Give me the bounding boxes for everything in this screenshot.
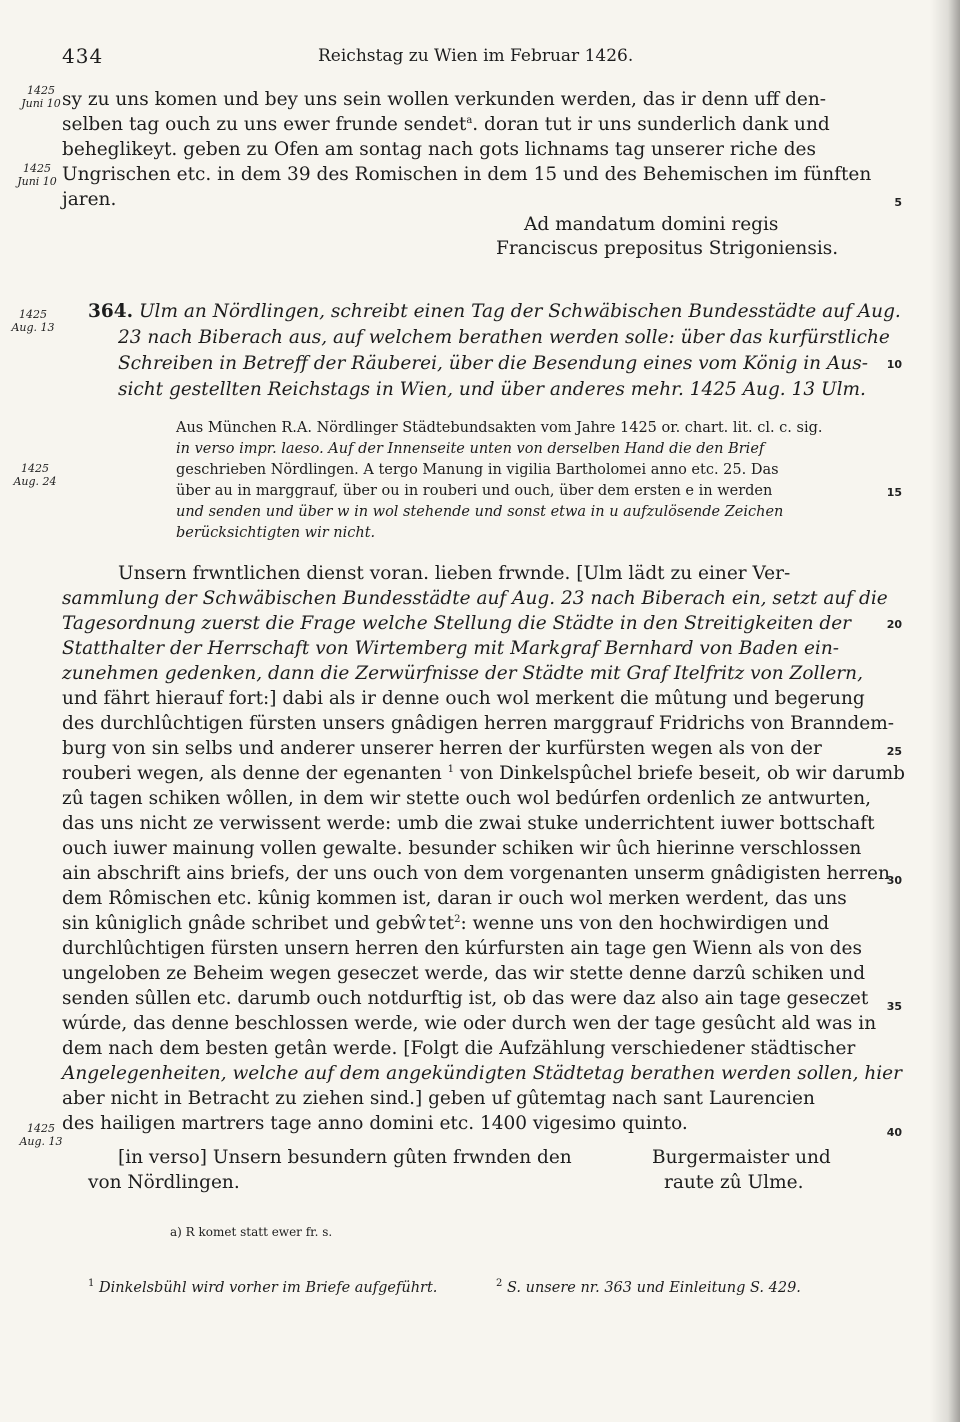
address-line: [in verso] Unsern besundern gûten frwnden den [118,1147,572,1168]
body-line: Tagesordnung zuerst die Frage welche Stellung die Städte in den Streitigkeiten der [62,613,852,634]
critical-footnote: a) R komet statt ewer fr. s. [170,1225,333,1239]
margin-date-day: Juni 10 [21,97,61,110]
entry-summary-line: Ulm an Nördlingen, schreibt einen Tag der Schwäbischen Bundesstädte auf Aug. [138,301,901,322]
body-line: Unsern frwntlichen dienst voran. lieben frwnde. [Ulm lädt zu einer Ver- [118,563,791,584]
source-note-line: in verso impr. laeso. Auf der Innenseite unten von derselben Hand die den Brief [176,441,765,457]
page-edge-shadow [930,0,960,1422]
margin-date [10,308,56,334]
signature-line: Ad mandatum domini regis [524,214,779,235]
margin-date [18,84,64,110]
body-line: dem nach dem besten getân werde. [Folgt die Aufzählung verschiedener städtischer [62,1038,856,1059]
margin-date-year: 1425 [19,308,47,321]
body-line: ungeloben ze Beheim wegen geseczet werde, das wir stette denne darzû schiken und [62,963,866,984]
margin-date-year: 1425 [23,162,51,175]
source-note-line: und senden und über w in wol stehende und sonst etwa in u aufzulösende Zeichen [176,504,784,520]
footnote-mark: 2 [496,1278,503,1290]
address-line: von Nördlingen. [88,1172,240,1193]
text-line: sy zu uns komen und bey uns sein wollen verkunden werden, das ir denn uff den- [62,89,827,110]
body-line: aber nicht in Betracht zu ziehen sind.] geben uf gûtemtag nach sant Laurencien [62,1088,815,1109]
line-number: 40 [886,1126,902,1139]
signature-line: Franciscus prepositus Strigoniensis. [496,238,839,259]
source-note-line: Aus München R.A. Nördlinger Städtebundsakten vom Jahre 1425 or. chart. lit. cl. c. sig. [176,420,823,436]
margin-date-day: Aug. 13 [11,321,55,334]
text-line: jaren. [62,189,117,210]
body-line: Angelegenheiten, welche auf dem angekündigten Städtetag berathen werden sollen, hier [62,1063,902,1084]
source-note-line: berücksichtigten wir nicht. [176,525,376,541]
footnote [88,1278,437,1298]
entry-number: 364. [88,301,134,322]
line-number: 5 [894,196,902,209]
address-line: Burgermaister und [652,1147,831,1168]
text-fragment: sin kûniglich gnâde schribet und gebŵtet [62,913,455,934]
body-line: zunehmen gedenken, dann die Zerwürfnisse der Städte mit Graf Itelfritz von Zollern, [62,663,863,684]
body-line: des hailigen martrers tage anno domini etc. 1400 vigesimo quinto. [62,1113,688,1134]
margin-date [12,462,58,488]
body-line: des durchlûchtigen fürsten unsers gnâdigen herren marggrauf Fridrichs von Branndem- [62,713,895,734]
text-fragment: selben tag ouch zu uns ewer frunde sendet [62,114,467,135]
body-line: durchlûchtigen fürsten unsern herren den kúrfursten ain tage gen Wienn als von des [62,938,862,959]
text-line [62,113,830,137]
source-note-line: geschrieben Nördlingen. A tergo Manung in vigilia Bartholomei anno etc. 25. Das [176,462,779,478]
body-line: ain abschrift ains briefs, der uns ouch von dem vorgenanten unserm gnâdigisten herren [62,863,890,884]
body-line [62,912,829,936]
body-line: das uns nicht ze verwissent werde: umb die zwai stuke underrichtent iuwer bottschaft [62,813,875,834]
margin-date [18,1122,64,1148]
body-line: und fährt hierauf fort:] dabi als ir denne ouch wol merkent die mûtung und begerung [62,688,865,709]
entry-summary-line: Schreiben in Betreff der Räuberei, über die Besendung eines vom König in Aus- [118,353,868,374]
text-fragment: rouberi wegen, als denne der egenanten [62,763,448,784]
line-number: 10 [886,358,902,371]
text-fragment: von Dinkelspûchel briefe beseit, ob wir darumb [453,763,905,784]
body-line [62,762,905,786]
body-line: wúrde, das denne beschlossen werde, wie oder durch wen der tage gesûcht ald was in [62,1013,877,1034]
body-line: sammlung der Schwäbischen Bundesstädte auf Aug. 23 nach Biberach ein, setzt auf die [62,588,888,609]
entry-summary-line: sicht gestellten Reichstags in Wien, und über anderes mehr. 1425 Aug. 13 Ulm. [118,379,866,400]
margin-date-day: Aug. 24 [13,475,57,488]
margin-date-year: 1425 [27,1122,55,1135]
footnote [496,1278,801,1298]
entry-summary-line: 23 nach Biberach aus, auf welchem berathen werden solle: über das kurfürstliche [118,327,890,348]
line-number: 15 [886,486,902,499]
margin-date-year: 1425 [27,84,55,97]
body-line: burg von sin selbs und anderer unserer herren der kurfürsten wegen als von der [62,738,822,759]
margin-date-day: Aug. 13 [19,1135,63,1148]
text-fragment: . doran tut ir uns sunderlich dank und [472,114,830,135]
line-number: 25 [886,745,902,758]
text-fragment: : wenne uns von den hochwirdigen und [460,913,830,934]
source-note-line: über au in marggrauf, über ou in rouberi und ouch, über dem ersten e in werden [176,483,773,499]
line-number: 35 [886,1000,902,1013]
footnote-mark: a [466,114,473,126]
address-line: raute zû Ulme. [664,1172,804,1193]
running-title: Reichstag zu Wien im Februar 1426. [318,46,634,66]
footnote-text: Dinkelsbühl wird vorher im Briefe aufgeführt. [98,1280,438,1296]
page-number: 434 [62,44,104,68]
body-line: Statthalter der Herrschaft von Wirtemberg mit Markgraf Bernhard von Baden ein- [62,638,840,659]
body-line: senden sûllen etc. darumb ouch notdurftig ist, ob das were daz also ain tage geseczet [62,988,869,1009]
line-number: 30 [886,874,902,887]
body-line: dem Rômischen etc. kûnig kommen ist, daran ir ouch wol merken werdent, das uns [62,888,847,909]
margin-date-day: Juni 10 [17,175,57,188]
footnote-mark: 1 [447,763,454,775]
footnote-mark: 2 [454,913,461,925]
margin-date [14,162,60,188]
body-line: ouch iuwer mainung vollen gewalte. besunder schiken wir ûch hierinne verschlossen [62,838,862,859]
footnote-text: S. unsere nr. 363 und Einleitung S. 429. [506,1280,801,1296]
margin-date-year: 1425 [21,462,49,475]
entry-heading [88,300,901,324]
line-number: 20 [886,618,902,631]
text-line: Ungrischen etc. in dem 39 des Romischen in dem 15 und des Behemischen im fünften [62,164,872,185]
body-line: zû tagen schiken wôllen, in dem wir stette ouch wol bedúrfen ordenlich ze antwurten, [62,788,872,809]
text-line: beheglikeyt. geben zu Ofen am sontag nach gots lichnams tag unserer riche des [62,139,816,160]
footnote-mark: 1 [88,1278,95,1290]
